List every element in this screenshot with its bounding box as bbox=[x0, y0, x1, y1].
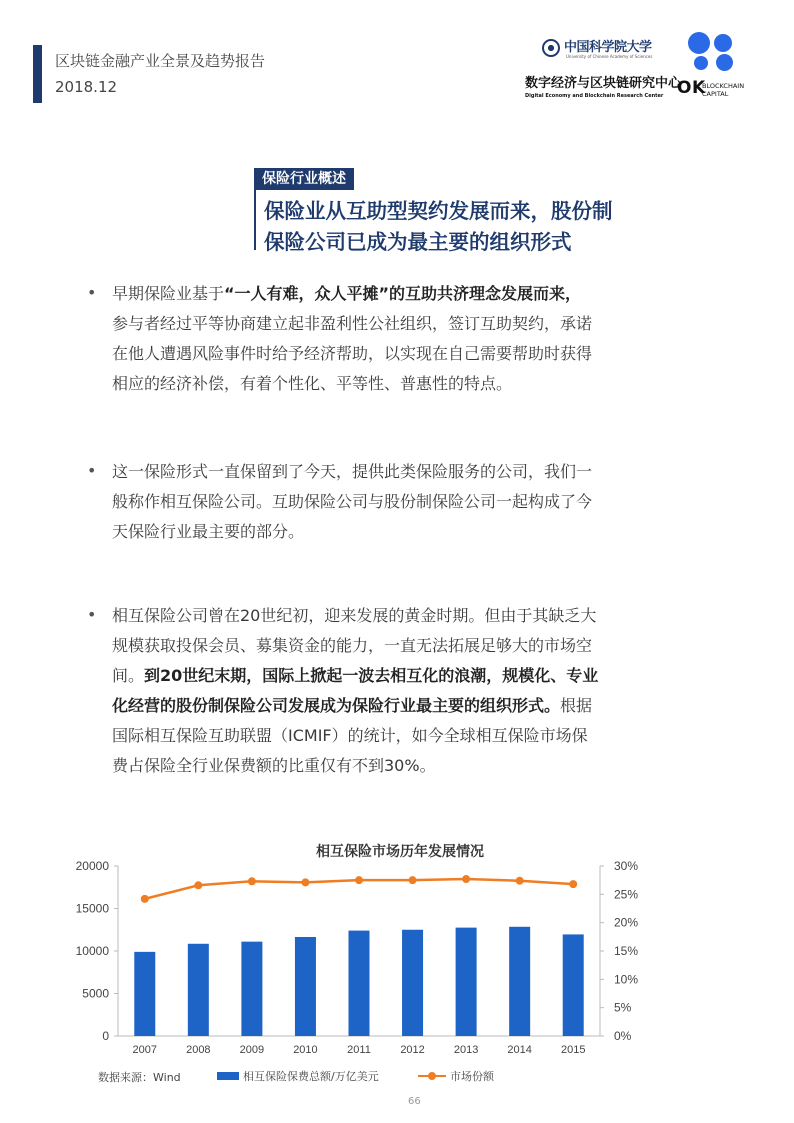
data-source: 数据来源：Wind bbox=[98, 1071, 181, 1084]
cas-subtitle: University of Chinese Academy of Sciences bbox=[566, 54, 653, 59]
right-tick-label: 30% bbox=[614, 859, 639, 873]
paragraph-line: 费占保险全行业保费额的比重仅有不到30%。 bbox=[112, 756, 436, 775]
paragraph-line bbox=[112, 279, 692, 309]
bar bbox=[563, 934, 584, 1036]
ok-logo-line2: CAPITAL bbox=[702, 90, 729, 98]
x-tick-label: 2008 bbox=[186, 1044, 211, 1056]
logo-dot-icon bbox=[694, 56, 708, 70]
bar bbox=[295, 937, 316, 1036]
paragraph bbox=[112, 457, 692, 547]
share-point bbox=[409, 876, 417, 884]
share-point bbox=[194, 881, 202, 889]
section-tag: 保险行业概述 bbox=[254, 168, 354, 190]
bar bbox=[456, 928, 477, 1036]
report-date: 2018.12 bbox=[55, 78, 118, 96]
share-point bbox=[516, 877, 524, 885]
legend-line-label: 市场份额 bbox=[450, 1070, 494, 1083]
x-tick-label: 2015 bbox=[560, 1044, 586, 1056]
right-tick-label: 5% bbox=[614, 1000, 632, 1015]
right-tick-label: 0% bbox=[614, 1029, 632, 1043]
logo-dot-icon bbox=[716, 54, 733, 71]
research-center-name: 数字经济与区块链研究中心 bbox=[525, 76, 682, 91]
paragraph bbox=[112, 279, 692, 399]
cas-logo bbox=[522, 34, 682, 106]
bold-text-run: 到20世纪末期，国际上掀起一波去相互化的浪潮，规模化、专业 bbox=[144, 666, 599, 685]
paragraph-line: 天保险行业最主要的部分。 bbox=[112, 522, 305, 541]
share-point bbox=[141, 895, 149, 903]
chart-plot bbox=[60, 830, 740, 1070]
ok-logo-line1: BLOCKCHAIN bbox=[702, 82, 745, 90]
right-tick-label: 20% bbox=[614, 915, 639, 930]
x-tick-label: 2011 bbox=[347, 1044, 371, 1056]
paragraph-line: 在他人遭遇风险事件时给予经济帮助，以实现在自己需要帮助时获得 bbox=[112, 344, 593, 363]
page-number: 66 bbox=[408, 1096, 421, 1107]
share-point bbox=[248, 877, 256, 885]
paragraph-line: 这一保险形式一直保留到了今天，提供此类保险服务的公司，我们一 bbox=[112, 462, 593, 481]
right-tick-label: 15% bbox=[614, 944, 639, 958]
x-tick-label: 2012 bbox=[400, 1044, 425, 1056]
bullet-marker: • bbox=[87, 605, 97, 624]
text-run: 早期保险业基于 bbox=[112, 284, 225, 303]
cas-name: 中国科学院大学 bbox=[564, 40, 652, 55]
paragraph-line: 参与者经过平等协商建立起非盈利性公社组织，签订互助契约，承诺 bbox=[112, 314, 593, 333]
text-run: 间。 bbox=[112, 666, 145, 685]
market-chart bbox=[60, 830, 740, 1100]
logo-dot-icon bbox=[688, 32, 710, 54]
header-accent-bar bbox=[33, 45, 42, 103]
paragraph bbox=[112, 601, 692, 781]
bar bbox=[402, 930, 423, 1036]
x-tick-label: 2010 bbox=[293, 1044, 318, 1056]
text-run: 根据 bbox=[560, 696, 593, 715]
bar bbox=[241, 942, 262, 1036]
chart-title: 相互保险市场历年发展情况 bbox=[316, 844, 484, 860]
paragraph-line: 相应的经济补偿，有着个性化、平等性、普惠性的特点。 bbox=[112, 374, 513, 393]
x-tick-label: 2013 bbox=[453, 1044, 479, 1056]
logo-dot-icon bbox=[714, 34, 732, 52]
right-tick-label: 10% bbox=[614, 972, 639, 987]
x-tick-label: 2014 bbox=[507, 1044, 532, 1056]
left-tick-label: 5000 bbox=[82, 986, 109, 1001]
paragraph-line: 相互保险公司曾在20世纪初，迎来发展的黄金时期。但由于其缺乏大 bbox=[112, 606, 597, 625]
left-tick-label: 20000 bbox=[75, 859, 109, 873]
left-tick-label: 10000 bbox=[75, 944, 109, 958]
share-point bbox=[355, 876, 363, 884]
ok-blockchain-logo bbox=[675, 30, 765, 105]
paragraph-line: 般称作相互保险公司。互助保险公司与股份制保险公司一起构成了今 bbox=[112, 492, 593, 511]
section-heading-line: 保险公司已成为最主要的组织形式 bbox=[264, 230, 572, 254]
ok-logo-subtext bbox=[702, 82, 744, 98]
bullet-marker: • bbox=[87, 461, 97, 480]
x-tick-label: 2009 bbox=[239, 1044, 265, 1056]
left-tick-label: 15000 bbox=[75, 901, 109, 916]
bar bbox=[509, 927, 530, 1036]
research-center-name-en: Digital Economy and Blockchain Research Center bbox=[525, 93, 664, 99]
left-tick-label: 0 bbox=[102, 1029, 109, 1043]
ok-logo-text: OK bbox=[677, 78, 706, 98]
legend-bar-swatch bbox=[217, 1072, 239, 1080]
share-point bbox=[301, 878, 309, 886]
cas-emblem-icon bbox=[542, 39, 560, 57]
bold-text-run: 化经营的股份制保险公司发展成为保险行业最主要的组织形式。 bbox=[112, 696, 561, 715]
x-tick-label: 2007 bbox=[132, 1044, 158, 1056]
right-tick-label: 25% bbox=[614, 887, 639, 902]
paragraph-line bbox=[112, 691, 692, 721]
paragraph-line: 规模获取投保会员、募集资金的能力，一直无法拓展足够大的市场空 bbox=[112, 636, 593, 655]
share-point bbox=[569, 880, 577, 888]
report-title: 区块链金融产业全景及趋势报告 bbox=[55, 52, 266, 70]
section-heading-line: 保险业从互助型契约发展而来，股份制 bbox=[264, 199, 613, 223]
share-point bbox=[462, 875, 470, 883]
legend-bar-label: 相互保险保费总额/万亿美元 bbox=[243, 1070, 379, 1083]
bar bbox=[188, 944, 209, 1036]
bullet-marker: • bbox=[87, 283, 97, 302]
bar bbox=[349, 931, 370, 1036]
bar bbox=[134, 952, 155, 1036]
bold-text-run: “一人有难，众人平摊”的互助共济理念发展而来， bbox=[224, 284, 582, 303]
legend-line-marker bbox=[428, 1072, 436, 1080]
section-heading bbox=[264, 196, 613, 258]
section-heading-rule bbox=[254, 190, 256, 250]
paragraph-line bbox=[112, 661, 692, 691]
paragraph-line: 国际相互保险互助联盟（ICMIF）的统计，如今全球相互保险市场保 bbox=[112, 726, 588, 745]
